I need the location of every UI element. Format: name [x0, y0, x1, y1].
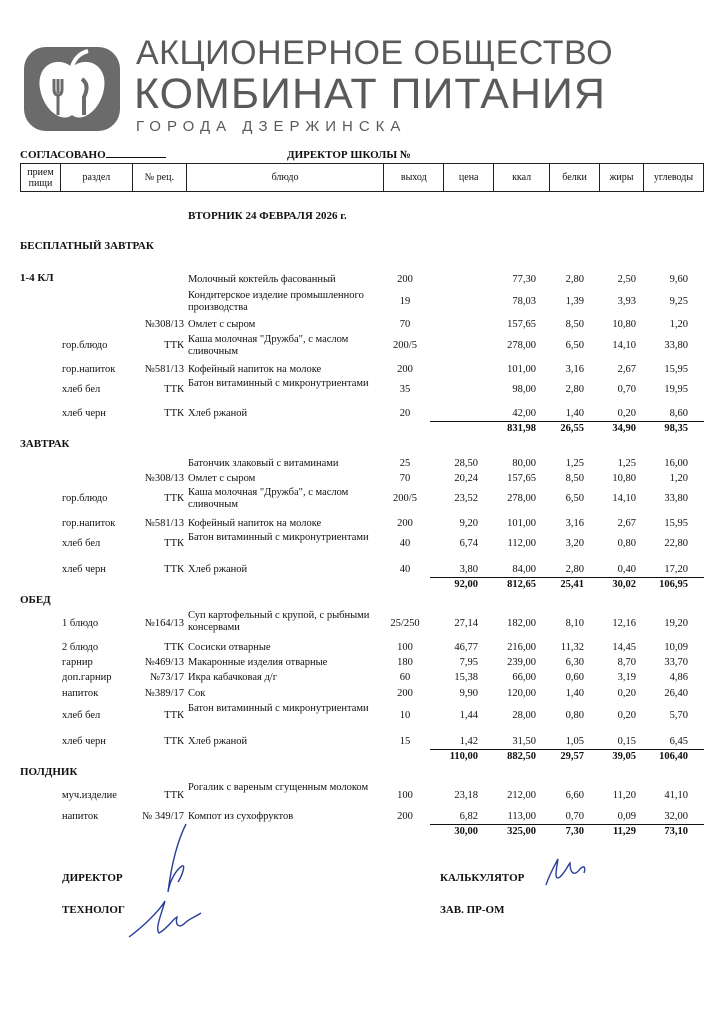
- output-cell: 200: [397, 811, 413, 822]
- fat-cell: 0,20: [617, 710, 636, 721]
- price-cell: 46,77: [454, 642, 478, 653]
- kcal-cell: 157,65: [507, 473, 536, 484]
- dish-name-cell: Сосиски отварные: [188, 642, 271, 653]
- recipe-number-cell: №469/13: [144, 657, 184, 668]
- price-cell: 15,38: [454, 672, 478, 683]
- output-cell: 70: [399, 319, 411, 330]
- output-cell: 35: [399, 384, 411, 395]
- price-cell: 27,14: [454, 618, 478, 629]
- carbs-cell: 9,60: [669, 274, 688, 285]
- carbs-cell: 1,20: [669, 473, 688, 484]
- col-carbs: углеводы: [643, 164, 703, 192]
- recipe-number-cell: ТТК: [164, 564, 184, 575]
- protein-cell: 1,05: [565, 736, 584, 747]
- kcal-cell: 278,00: [507, 493, 536, 504]
- output-cell: 40: [399, 538, 411, 549]
- dish-name-cell: Батон витаминный с микронутриентами: [188, 378, 369, 389]
- carbs-cell: 9,25: [669, 296, 688, 307]
- kcal-cell: 113,00: [507, 811, 536, 822]
- price-cell: 20,24: [454, 473, 478, 484]
- carbs-cell: 1,20: [669, 319, 688, 330]
- fat-cell: 11,29: [612, 826, 636, 837]
- fat-cell: 0,09: [617, 811, 636, 822]
- divider: [430, 824, 704, 825]
- output-cell: 200: [397, 274, 413, 285]
- dish-name-cell: Каша молочная "Дружба", с маслом сливочным: [188, 487, 349, 510]
- output-cell: 15: [399, 736, 411, 747]
- price-cell: 6,82: [459, 811, 478, 822]
- section-cell: гор.блюдо: [62, 493, 108, 504]
- carbs-cell: 10,09: [664, 642, 688, 653]
- section-cell: хлеб черн: [62, 736, 106, 747]
- price-cell: 30,00: [454, 826, 478, 837]
- protein-cell: 2,80: [565, 274, 584, 285]
- fat-cell: 1,25: [617, 458, 636, 469]
- protein-cell: 0,70: [565, 811, 584, 822]
- protein-cell: 6,50: [565, 340, 584, 351]
- divider: [430, 749, 704, 750]
- section-cell: гарнир: [62, 657, 93, 668]
- carbs-cell: 4,86: [669, 672, 688, 683]
- section-lunch: ОБЕД: [20, 594, 51, 606]
- org-name-line1: АКЦИОНЕРНОЕ ОБЩЕСТВО: [136, 34, 614, 72]
- price-cell: 1,44: [459, 710, 478, 721]
- kcal-cell: 157,65: [507, 319, 536, 330]
- fat-cell: 0,15: [617, 736, 636, 747]
- kcal-cell: 101,00: [507, 364, 536, 375]
- carbs-cell: 19,95: [664, 384, 688, 395]
- price-cell: 28,50: [454, 458, 478, 469]
- kcal-cell: 98,00: [512, 384, 536, 395]
- fat-cell: 3,93: [617, 296, 636, 307]
- section-cell: доп.гарнир: [62, 672, 112, 683]
- carbs-cell: 26,40: [664, 688, 688, 699]
- section-cell: напиток: [62, 688, 99, 699]
- group-grades-1-4: 1-4 КЛ: [20, 272, 54, 284]
- price-cell: 9,90: [459, 688, 478, 699]
- protein-cell: 3,16: [565, 518, 584, 529]
- fat-cell: 10,80: [612, 319, 636, 330]
- recipe-number-cell: ТТК: [164, 408, 184, 419]
- dish-name-cell: Суп картофельный с крупой, с рыбными консервами: [188, 610, 370, 633]
- dish-name-cell: Икра кабачковая д/г: [188, 672, 278, 683]
- protein-cell: 0,80: [565, 710, 584, 721]
- carbs-cell: 17,20: [664, 564, 688, 575]
- fat-cell: 2,67: [617, 364, 636, 375]
- kcal-cell: 278,00: [507, 340, 536, 351]
- director-school-label: ДИРЕКТОР ШКОЛЫ №: [287, 149, 411, 161]
- price-cell: 9,20: [459, 518, 478, 529]
- fat-cell: 0,70: [617, 384, 636, 395]
- carbs-cell: 16,00: [664, 458, 688, 469]
- price-cell: 110,00: [449, 751, 478, 762]
- section-cell: хлеб черн: [62, 408, 106, 419]
- fat-cell: 8,70: [617, 657, 636, 668]
- dish-name-cell: Батон витаминный с микронутриентами: [188, 532, 369, 543]
- price-cell: 6,74: [459, 538, 478, 549]
- fat-cell: 14,10: [612, 493, 636, 504]
- recipe-number-cell: ТТК: [164, 493, 184, 504]
- kcal-cell: 812,65: [507, 579, 536, 590]
- carbs-cell: 33,80: [664, 340, 688, 351]
- protein-cell: 11,32: [560, 642, 584, 653]
- carbs-cell: 33,80: [664, 493, 688, 504]
- protein-cell: 6,60: [565, 790, 584, 801]
- section-breakfast: ЗАВТРАК: [20, 438, 70, 450]
- output-cell: 70: [399, 473, 411, 484]
- carbs-cell: 15,95: [664, 364, 688, 375]
- org-name-line2: КОМБИНАТ ПИТАНИЯ: [134, 70, 606, 118]
- carbs-cell: 19,20: [664, 618, 688, 629]
- divider: [430, 421, 704, 422]
- carbs-cell: 15,95: [664, 518, 688, 529]
- section-cell: гор.блюдо: [62, 340, 108, 351]
- kcal-cell: 239,00: [507, 657, 536, 668]
- fat-cell: 0,40: [617, 564, 636, 575]
- section-cell: гор.напиток: [62, 364, 116, 375]
- output-cell: 10: [399, 710, 411, 721]
- technologist-signature-label: ТЕХНОЛОГ: [62, 904, 125, 916]
- kcal-cell: 28,00: [512, 710, 536, 721]
- dish-name-cell: Кофейный напиток на молоке: [188, 364, 322, 375]
- recipe-number-cell: ТТК: [164, 710, 184, 721]
- col-recipe: № рец.: [132, 164, 186, 192]
- fat-cell: 10,80: [612, 473, 636, 484]
- recipe-number-cell: №308/13: [144, 473, 184, 484]
- output-cell: 200/5: [393, 340, 417, 351]
- protein-cell: 6,50: [565, 493, 584, 504]
- fat-cell: 2,50: [617, 274, 636, 285]
- protein-cell: 8,50: [565, 319, 584, 330]
- recipe-number-cell: № 349/17: [142, 811, 184, 822]
- protein-cell: 25,41: [560, 579, 584, 590]
- dish-name-cell: Батончик злаковый с витаминами: [188, 458, 339, 469]
- kcal-cell: 112,00: [507, 538, 536, 549]
- kcal-cell: 80,00: [512, 458, 536, 469]
- price-cell: 3,80: [459, 564, 478, 575]
- kcal-cell: 120,00: [507, 688, 536, 699]
- dish-name-cell: Рогалик с вареным сгущенным молоком: [188, 782, 369, 793]
- fat-cell: 34,90: [612, 423, 636, 434]
- kcal-cell: 77,30: [512, 274, 536, 285]
- output-cell: 100: [397, 790, 413, 801]
- dish-name-cell: Омлет с сыром: [188, 319, 256, 330]
- section-cell: 2 блюдо: [62, 642, 99, 653]
- dish-name-cell: Сок: [188, 688, 206, 699]
- kcal-cell: 78,03: [512, 296, 536, 307]
- output-cell: 180: [397, 657, 413, 668]
- carbs-cell: 32,00: [664, 811, 688, 822]
- calculator-signature-label: КАЛЬКУЛЯТОР: [440, 872, 525, 884]
- recipe-number-cell: ТТК: [164, 642, 184, 653]
- carbs-cell: 5,70: [669, 710, 688, 721]
- output-cell: 100: [397, 642, 413, 653]
- section-cell: хлеб черн: [62, 564, 106, 575]
- fat-cell: 12,16: [612, 618, 636, 629]
- col-dish: блюдо: [186, 164, 384, 192]
- carbs-cell: 73,10: [664, 826, 688, 837]
- dish-name-cell: Батон витаминный с микронутриентами: [188, 703, 369, 714]
- protein-cell: 0,60: [565, 672, 584, 683]
- org-name-line3: ГОРОДА ДЗЕРЖИНСКА: [136, 118, 407, 135]
- carbs-cell: 6,45: [669, 736, 688, 747]
- protein-cell: 1,40: [565, 408, 584, 419]
- dish-name-cell: Кофейный напиток на молоке: [188, 518, 322, 529]
- section-free-breakfast: БЕСПЛАТНЫЙ ЗАВТРАК: [20, 240, 154, 252]
- kcal-cell: 66,00: [512, 672, 536, 683]
- recipe-number-cell: ТТК: [164, 340, 184, 351]
- protein-cell: 26,55: [560, 423, 584, 434]
- price-cell: 7,95: [459, 657, 478, 668]
- kcal-cell: 212,00: [507, 790, 536, 801]
- dish-name-cell: Омлет с сыром: [188, 473, 256, 484]
- output-cell: 200: [397, 688, 413, 699]
- output-cell: 60: [399, 672, 411, 683]
- kcal-cell: 182,00: [507, 618, 536, 629]
- col-protein: белки: [550, 164, 600, 192]
- divider: [430, 577, 704, 578]
- carbs-cell: 41,10: [664, 790, 688, 801]
- output-cell: 19: [399, 296, 411, 307]
- kcal-cell: 882,50: [507, 751, 536, 762]
- fat-cell: 14,10: [612, 340, 636, 351]
- col-fat: жиры: [600, 164, 644, 192]
- section-cell: хлеб бел: [62, 384, 101, 395]
- menu-date: ВТОРНИК 24 ФЕВРАЛЯ 2026 г.: [188, 210, 347, 222]
- section-cell: муч.изделие: [62, 790, 117, 801]
- protein-cell: 6,30: [565, 657, 584, 668]
- dish-name-cell: Хлеб ржаной: [188, 408, 248, 419]
- fat-cell: 14,45: [612, 642, 636, 653]
- recipe-number-cell: №308/13: [144, 319, 184, 330]
- fat-cell: 30,02: [612, 579, 636, 590]
- output-cell: 200: [397, 518, 413, 529]
- fat-cell: 39,05: [612, 751, 636, 762]
- carbs-cell: 8,60: [669, 408, 688, 419]
- protein-cell: 1,40: [565, 688, 584, 699]
- output-cell: 25: [399, 458, 411, 469]
- approval-label: СОГЛАСОВАНО: [20, 149, 166, 161]
- carbs-cell: 22,80: [664, 538, 688, 549]
- protein-cell: 1,39: [565, 296, 584, 307]
- recipe-number-cell: №581/13: [144, 518, 184, 529]
- protein-cell: 8,10: [565, 618, 584, 629]
- dish-name-cell: Молочный коктейль фасованный: [188, 274, 336, 285]
- section-cell: хлеб бел: [62, 538, 101, 549]
- output-cell: 25/250: [390, 618, 420, 629]
- dish-name-cell: Макаронные изделия отварные: [188, 657, 328, 668]
- col-meal: прием пищи: [21, 164, 61, 192]
- col-kcal: ккал: [494, 164, 550, 192]
- kcal-cell: 84,00: [512, 564, 536, 575]
- director-signature-icon: [160, 820, 200, 900]
- section-cell: 1 блюдо: [62, 618, 99, 629]
- dish-name-cell: Компот из сухофруктов: [188, 811, 294, 822]
- price-cell: 23,18: [454, 790, 478, 801]
- carbs-cell: 33,70: [664, 657, 688, 668]
- output-cell: 200: [397, 364, 413, 375]
- kcal-cell: 325,00: [507, 826, 536, 837]
- dish-name-cell: Каша молочная "Дружба", с маслом сливочным: [188, 334, 349, 357]
- kcal-cell: 831,98: [507, 423, 536, 434]
- company-logo-icon: [22, 45, 122, 133]
- section-cell: гор.напиток: [62, 518, 116, 529]
- carbs-cell: 106,95: [659, 579, 688, 590]
- recipe-number-cell: №73/17: [150, 672, 184, 683]
- col-section: раздел: [60, 164, 132, 192]
- output-cell: 40: [399, 564, 411, 575]
- kcal-cell: 31,50: [512, 736, 536, 747]
- recipe-number-cell: ТТК: [164, 384, 184, 395]
- col-output: выход: [384, 164, 444, 192]
- protein-cell: 2,80: [565, 384, 584, 395]
- calculator-signature-icon: [540, 855, 590, 895]
- fat-cell: 11,20: [612, 790, 636, 801]
- output-cell: 200/5: [393, 493, 417, 504]
- recipe-number-cell: ТТК: [164, 538, 184, 549]
- recipe-number-cell: ТТК: [164, 790, 184, 801]
- price-cell: 23,52: [454, 493, 478, 504]
- column-header-table: [20, 163, 704, 192]
- dish-name-cell: Хлеб ржаной: [188, 564, 248, 575]
- fat-cell: 3,19: [617, 672, 636, 683]
- output-cell: 20: [399, 408, 411, 419]
- protein-cell: 2,80: [565, 564, 584, 575]
- protein-cell: 7,30: [565, 826, 584, 837]
- fat-cell: 2,67: [617, 518, 636, 529]
- protein-cell: 3,20: [565, 538, 584, 549]
- dish-name-cell: Кондитерское изделие промышленного производства: [188, 290, 364, 313]
- price-cell: 1,42: [459, 736, 478, 747]
- kcal-cell: 42,00: [512, 408, 536, 419]
- carbs-cell: 98,35: [664, 423, 688, 434]
- section-cell: напиток: [62, 811, 99, 822]
- kcal-cell: 216,00: [507, 642, 536, 653]
- fat-cell: 0,80: [617, 538, 636, 549]
- recipe-number-cell: №164/13: [144, 618, 184, 629]
- price-cell: 92,00: [454, 579, 478, 590]
- section-afternoon-snack: ПОЛДНИК: [20, 766, 78, 778]
- director-signature-label: ДИРЕКТОР: [62, 872, 123, 884]
- protein-cell: 3,16: [565, 364, 584, 375]
- protein-cell: 8,50: [565, 473, 584, 484]
- recipe-number-cell: ТТК: [164, 736, 184, 747]
- head-production-signature-label: ЗАВ. ПР-ОМ: [440, 904, 505, 916]
- protein-cell: 1,25: [565, 458, 584, 469]
- col-price: цена: [444, 164, 494, 192]
- section-cell: хлеб бел: [62, 710, 101, 721]
- recipe-number-cell: №581/13: [144, 364, 184, 375]
- fat-cell: 0,20: [617, 408, 636, 419]
- protein-cell: 29,57: [560, 751, 584, 762]
- recipe-number-cell: №389/17: [144, 688, 184, 699]
- kcal-cell: 101,00: [507, 518, 536, 529]
- dish-name-cell: Хлеб ржаной: [188, 736, 248, 747]
- fat-cell: 0,20: [617, 688, 636, 699]
- technologist-signature-icon: [125, 895, 225, 945]
- carbs-cell: 106,40: [659, 751, 688, 762]
